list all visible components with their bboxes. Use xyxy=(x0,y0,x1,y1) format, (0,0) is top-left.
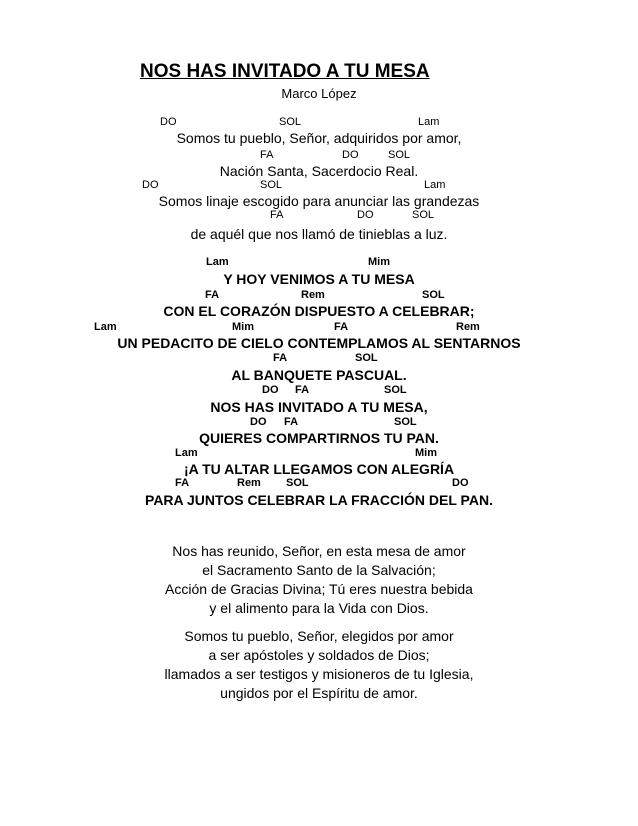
chord: SOL xyxy=(286,477,309,489)
chord: FA xyxy=(284,416,299,428)
lyric-line: a ser apóstoles y soldados de Dios; xyxy=(208,647,430,663)
lyric-line: el Sacramento Santo de la Salvación; xyxy=(202,562,436,578)
chord: SOL xyxy=(412,209,435,221)
song-title: NOS HAS INVITADO A TU MESA xyxy=(140,61,430,82)
chord: Rem xyxy=(237,477,261,489)
lyric-line: Acción de Gracias Divina; Tú eres nuestra bebida xyxy=(165,581,473,597)
chord: Lam xyxy=(424,179,446,191)
lyric-line: Nación Santa, Sacerdocio Real. xyxy=(219,163,419,179)
chord: DO xyxy=(357,209,374,221)
chorus-line: NOS HAS INVITADO A TU MESA, xyxy=(210,399,428,415)
chord: SOL xyxy=(260,179,283,191)
chord: DO xyxy=(250,416,267,428)
chord: SOL xyxy=(394,416,417,428)
chord: DO xyxy=(342,149,359,161)
chord: SOL xyxy=(422,289,445,301)
chord: FA xyxy=(334,321,349,333)
chord: FA xyxy=(273,352,288,364)
chord: SOL xyxy=(384,384,407,396)
chord: Mim xyxy=(415,447,437,459)
chorus-line: Y HOY VENIMOS A TU MESA xyxy=(223,271,415,287)
chord: DO xyxy=(262,384,279,396)
chord: FA xyxy=(260,149,274,161)
chord: DO xyxy=(160,116,177,128)
chord: Lam xyxy=(94,321,117,333)
lyric-line: Somos tu pueblo, Señor, elegidos por amor xyxy=(184,628,454,644)
chorus-line: UN PEDACITO DE CIELO CONTEMPLAMOS AL SENTARNOS xyxy=(117,335,521,351)
chorus-line: ¡A TU ALTAR LLEGAMOS CON ALEGRÍA xyxy=(183,461,455,477)
chorus-line: AL BANQUETE PASCUAL. xyxy=(231,367,407,383)
lyric-line: Nos has reunido, Señor, en esta mesa de amor xyxy=(172,543,466,559)
chorus-line: PARA JUNTOS CELEBRAR LA FRACCIÓN DEL PAN. xyxy=(145,492,493,508)
chord: DO xyxy=(452,477,469,489)
chord: Lam xyxy=(418,116,440,128)
chord: Rem xyxy=(456,321,480,333)
chorus-line: CON EL CORAZÓN DISPUESTO A CELEBRAR; xyxy=(163,303,475,319)
lyric-line: de aquél que nos llamó de tinieblas a luz. xyxy=(190,226,448,242)
lyric-line: llamados a ser testigos y misioneros de tu Iglesia, xyxy=(164,666,474,682)
chord: Lam xyxy=(206,256,229,268)
chord: SOL xyxy=(388,149,411,161)
song-author: Marco López xyxy=(281,86,357,101)
chord: SOL xyxy=(355,352,378,364)
chorus-line: QUIERES COMPARTIRNOS TU PAN. xyxy=(199,430,439,446)
lyric-line: Somos tu pueblo, Señor, adquiridos por amor, xyxy=(176,130,462,146)
chord: FA xyxy=(205,289,220,301)
lyric-line: Somos linaje escogido para anunciar las grandezas xyxy=(158,193,480,209)
chord: SOL xyxy=(279,116,302,128)
chord: FA xyxy=(270,209,284,221)
chord: Mim xyxy=(368,256,390,268)
chord: DO xyxy=(142,179,159,191)
chord: FA xyxy=(175,477,190,489)
chord: Mim xyxy=(232,321,254,333)
chord: Rem xyxy=(301,289,325,301)
chord: FA xyxy=(295,384,310,396)
lyric-line: y el alimento para la Vida con Dios. xyxy=(209,600,429,616)
lyric-line: ungidos por el Espíritu de amor. xyxy=(220,685,418,701)
chord: Lam xyxy=(175,447,198,459)
